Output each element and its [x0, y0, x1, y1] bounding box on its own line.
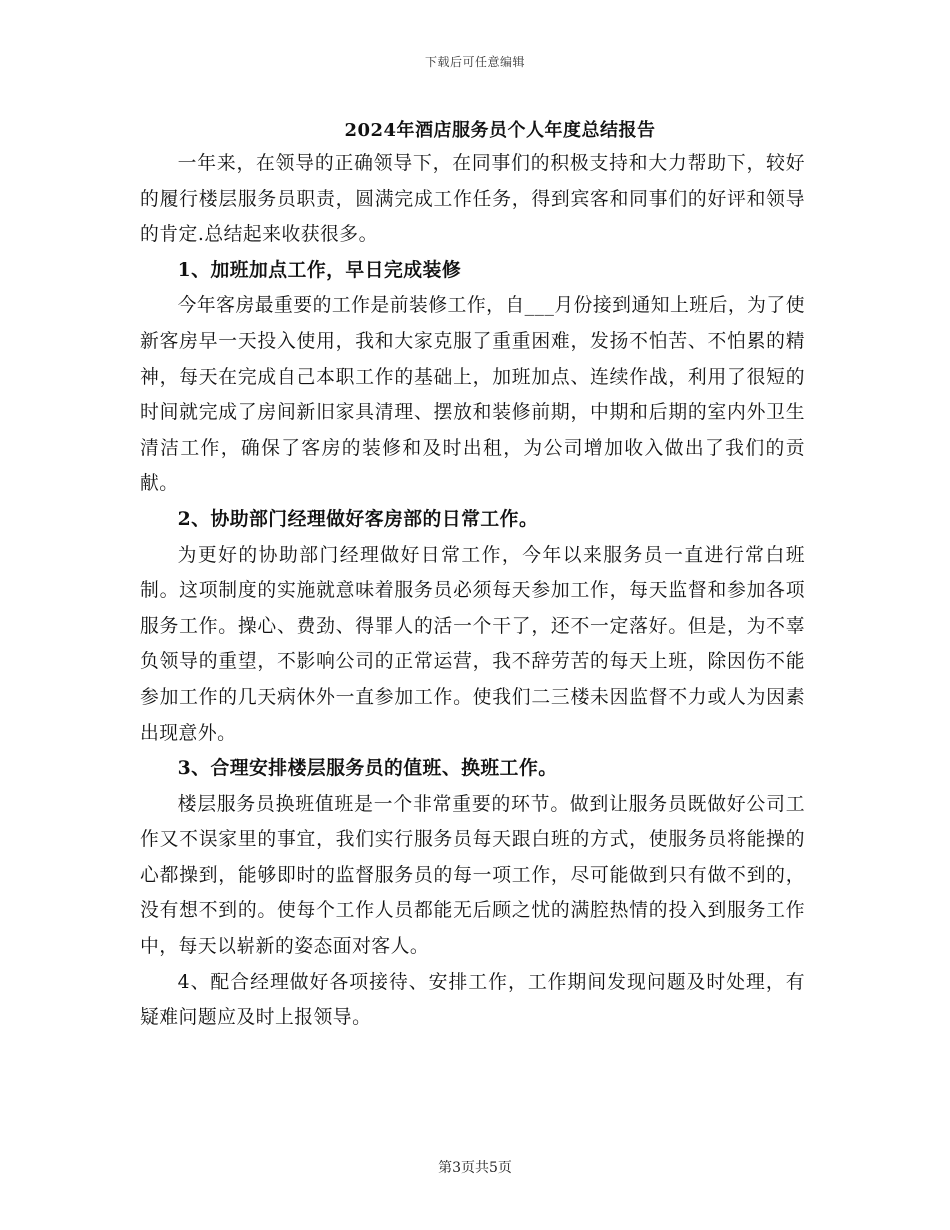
document-title: 2024年酒店服务员个人年度总结报告: [344, 120, 656, 141]
section-3-body: 楼层服务员换班值班是一个非常重要的环节。做到让服务员既做好公司工作又不误家里的事宜，我们实行服务员每天跟白班的方式，使服务员将能操的心都操到，能够即时的监督服务员的每一项工作，尽可能做到只有做不到的，没有想不到的。使每个工作人员都能无后顾之忧的满腔热情的投入到服务工作中，每天以崭新的姿态面对客人。: [140, 793, 805, 958]
intro-paragraph: 一年来，在领导的正确领导下，在同事们的积极支持和大力帮助下，较好的履行楼层服务员职责，圆满完成工作任务，得到宾客和同事们的好评和领导的肯定.总结起来收获很多。: [140, 153, 805, 246]
closing-paragraph: 4、配合经理做好各项接待、安排工作，工作期间发现问题及时处理，有疑难问题应及时上报领导。: [140, 971, 805, 1029]
section-2-heading: 2、协助部门经理做好客房部的日常工作。: [177, 507, 539, 530]
section-1-body: 今年客房最重要的工作是前装修工作，自___月份接到通知上班后，为了使新客房早一天投入使用，我和大家克服了重重困难，发扬不怕苦、不怕累的精神，每天在完成自己本职工作的基础上，加班加点、连续作战，利用了很短的时间就完成了房间新旧家具清理、摆放和装修前期，中期和后期的室内外卫生清洁工作，确保了客房的装修和及时出租，为公司增加收入做出了我们的贡献。: [140, 295, 805, 495]
page-number: 第3页共5页: [438, 1160, 512, 1176]
document-body: [140, 146, 805, 1036]
section-3-heading: 3、合理安排楼层服务员的值班、换班工作。: [177, 757, 558, 780]
section-1-heading: 1、加班加点工作，早日完成装修: [177, 258, 462, 281]
header-note: 下载后可任意编辑: [424, 55, 525, 69]
section-2-body: 为更好的协助部门经理做好日常工作，今年以来服务员一直进行常白班制。这项制度的实施就意味着服务员必须每天参加工作，每天监督和参加各项服务工作。操心、费劲、得罪人的活一个干了，还不一定落好。但是，为不辜负领导的重望，不影响公司的正常运营，我不辞劳苦的每天上班，除因伤不能参加工作的几天病休外一直参加工作。使我们二三楼未因监督不力或人为因素出现意外。: [140, 544, 805, 744]
